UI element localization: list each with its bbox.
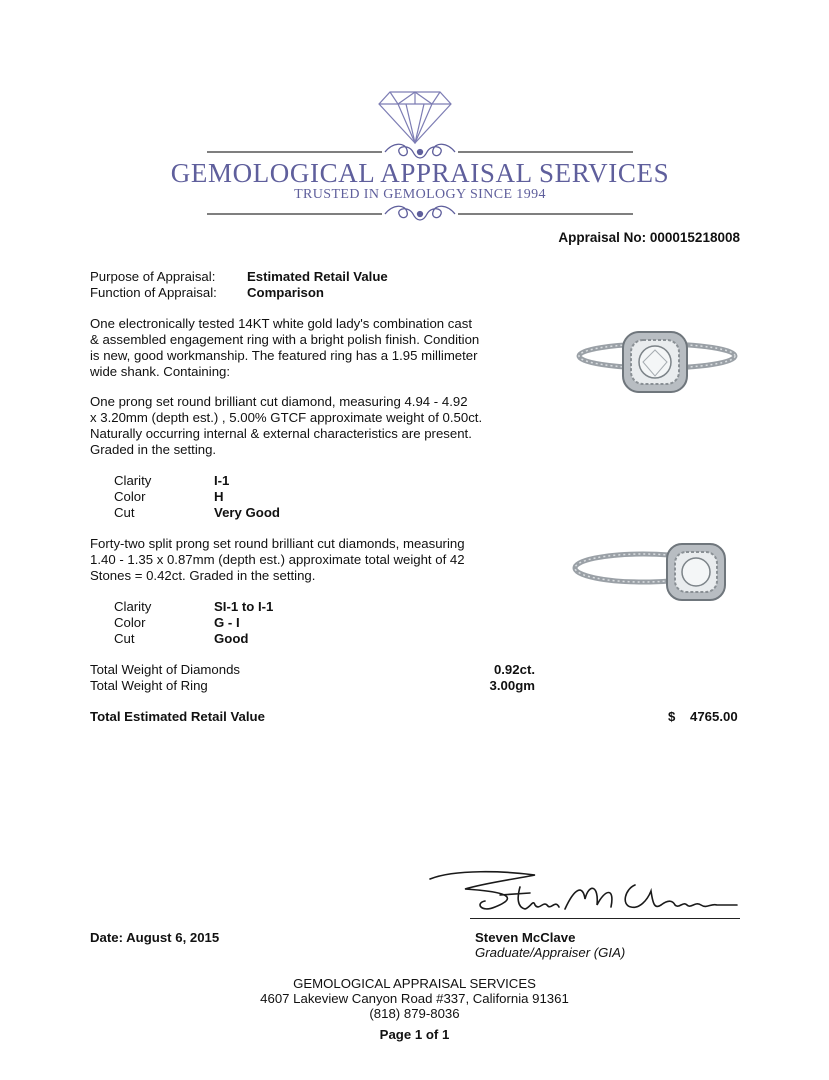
total-diamonds-value: 0.92ct. (493, 662, 535, 677)
spec-label: Clarity (114, 599, 152, 614)
retail-currency: $ (668, 709, 676, 724)
function-value: Comparison (247, 285, 324, 300)
footer-phone: (818) 879-8036 (369, 1006, 460, 1021)
footer-address: 4607 Lakeview Canyon Road #337, California 91361 (260, 991, 569, 1006)
spec-label: Cut (114, 505, 135, 520)
function-label: Function of Appraisal: (90, 285, 217, 300)
ring-description (90, 316, 500, 380)
description-line: Naturally occurring internal & external characteristics are present. (90, 426, 472, 441)
spec-label: Cut (114, 631, 135, 646)
ring-photo-icon (565, 530, 745, 620)
description-line: & assembled engagement ring with a bright polish finish. Condition (90, 332, 480, 347)
spec-label: Clarity (114, 473, 152, 488)
purpose-label: Purpose of Appraisal: (90, 269, 216, 284)
spec-value: G - I (214, 615, 240, 630)
description-line: Graded in the setting. (90, 442, 217, 457)
spec-label: Color (114, 615, 146, 630)
description-line: Forty-two split prong set round brilliant cut diamonds, measuring (90, 536, 465, 551)
page-number: Page 1 of 1 (379, 1027, 450, 1042)
brand-tagline: TRUSTED IN GEMOLOGY SINCE 1994 (294, 187, 546, 202)
signature-line (470, 918, 740, 919)
description-line: One prong set round brilliant cut diamond, measuring 4.94 - 4.92 (90, 394, 468, 409)
total-diamonds-label: Total Weight of Diamonds (90, 662, 241, 677)
spec-label: Color (114, 489, 146, 504)
description-line: is new, good workmanship. The featured ring has a 1.95 millimeter (90, 348, 478, 363)
spec-value: I-1 (214, 473, 230, 488)
appraisal-number: Appraisal No: 000015218008 (558, 230, 740, 245)
description-line: 1.40 - 1.35 x 0.87mm (depth est.) approximate total weight of 42 (90, 552, 465, 567)
total-ring-label: Total Weight of Ring (90, 678, 208, 693)
description-line: wide shank. Containing: (90, 364, 231, 379)
signature-image (425, 865, 745, 925)
spec-value: SI-1 to I-1 (214, 599, 274, 614)
appraisal-date: Date: August 6, 2015 (90, 930, 220, 945)
description-line: Stones = 0.42ct. Graded in the setting. (90, 568, 316, 583)
description-line: x 3.20mm (depth est.) , 5.00% GTCF approximate weight of 0.50ct. (90, 410, 483, 425)
retail-amount: 4765.00 (690, 709, 738, 724)
footer-company: GEMOLOGICAL APPRAISAL SERVICES (293, 976, 536, 991)
spec-value: Very Good (214, 505, 280, 520)
purpose-value: Estimated Retail Value (247, 269, 388, 284)
spec-value: H (214, 489, 224, 504)
spec-value: Good (214, 631, 249, 646)
brand-title: GEMOLOGICAL APPRAISAL SERVICES (170, 158, 670, 188)
appraiser-name: Steven McClave (475, 930, 576, 945)
retail-value-label: Total Estimated Retail Value (90, 709, 265, 724)
total-ring-value: 3.00gm (489, 678, 535, 693)
diamond-logo-icon (378, 90, 452, 144)
ring-photo-icon (565, 318, 745, 408)
center-stone-description (90, 394, 500, 458)
description-line: One electronically tested 14KT white gold lady's combination cast (90, 316, 472, 331)
side-stones-description (90, 536, 500, 584)
appraiser-title: Graduate/Appraiser (GIA) (475, 945, 626, 960)
